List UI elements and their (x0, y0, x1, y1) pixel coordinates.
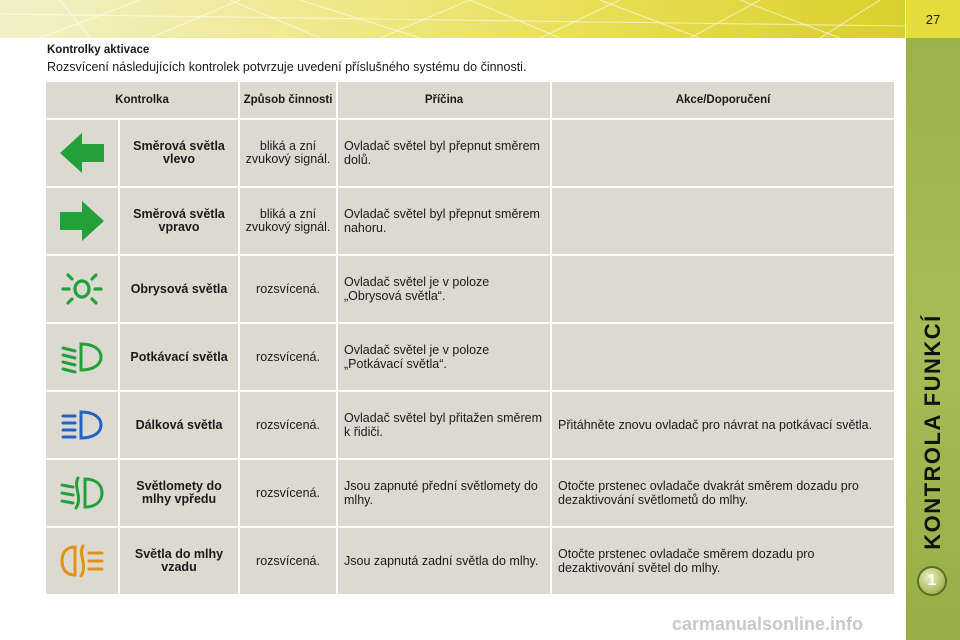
table-row (46, 528, 894, 594)
dipped-beam-icon (59, 340, 105, 374)
indicator-mode: bliká a zní zvukový signál. (240, 120, 336, 186)
indicator-action (552, 188, 894, 254)
position-lights-icon (59, 266, 105, 312)
indicator-name: Směrová světla vlevo (120, 120, 238, 186)
indicator-cause: Ovladač světel je v poloze „Obrysová světla“. (338, 256, 550, 322)
indicator-mode: rozsvícená. (240, 256, 336, 322)
header-cause: Příčina (338, 82, 550, 118)
table-header-row (46, 82, 894, 118)
indicator-cause: Ovladač světel byl přepnut směrem nahoru. (338, 188, 550, 254)
table-row (46, 188, 894, 254)
indicator-mode: rozsvícená. (240, 460, 336, 526)
arrow-left-icon (58, 131, 106, 175)
chapter-badge: 1 (917, 566, 947, 596)
table-row (46, 256, 894, 322)
indicator-mode: rozsvícená. (240, 392, 336, 458)
indicator-cause: Jsou zapnuté přední světlomety do mlhy. (338, 460, 550, 526)
section-intro: Rozsvícení následujících kontrolek potvrzuje uvedení příslušného systému do činnosti. (47, 60, 527, 74)
top-banner (0, 0, 905, 38)
table-row (46, 392, 894, 458)
section-title: Kontrolky aktivace (47, 44, 150, 56)
indicator-cause: Ovladač světel byl přitažen směrem k řidiči. (338, 392, 550, 458)
indicator-cause: Jsou zapnutá zadní světla do mlhy. (338, 528, 550, 594)
table-row (46, 460, 894, 526)
indicator-action: Přitáhněte znovu ovladač pro návrat na potkávací světla. (552, 392, 894, 458)
indicator-cause: Ovladač světel je v poloze „Potkávací světla“. (338, 324, 550, 390)
indicator-action (552, 324, 894, 390)
indicator-cause: Ovladač světel byl přepnut směrem dolů. (338, 120, 550, 186)
indicator-action: Otočte prstenec ovladače směrem dozadu pro dezaktivování světel do mlhy. (552, 528, 894, 594)
chapter-title: KONTROLA FUNKCÍ (920, 314, 945, 550)
indicator-action: Otočte prstenec ovladače dvakrát směrem dozadu pro dezaktivování světlometů do mlhy. (552, 460, 894, 526)
page-number: 27 (906, 0, 960, 38)
arrow-right-icon (58, 199, 106, 243)
indicator-name: Světlomety do mlhy vpředu (120, 460, 238, 526)
front-fog-icon (59, 475, 105, 511)
main-beam-icon (59, 408, 105, 442)
indicator-name: Obrysová světla (120, 256, 238, 322)
indicator-name: Směrová světla vpravo (120, 188, 238, 254)
watermark: carmanualsonline.info (672, 614, 864, 634)
indicator-name: Potkávací světla (120, 324, 238, 390)
header-action: Akce/Doporučení (552, 82, 894, 118)
header-mode: Způsob činnosti (240, 82, 336, 118)
indicator-action (552, 256, 894, 322)
indicator-name: Dálková světla (120, 392, 238, 458)
table-row (46, 120, 894, 186)
indicator-mode: rozsvícená. (240, 528, 336, 594)
indicator-name: Světla do mlhy vzadu (120, 528, 238, 594)
header-indicator: Kontrolka (46, 82, 238, 118)
table-row (46, 324, 894, 390)
indicator-mode: rozsvícená. (240, 324, 336, 390)
rear-fog-icon (59, 543, 105, 579)
indicator-table (44, 80, 896, 596)
indicator-action (552, 120, 894, 186)
indicator-mode: bliká a zní zvukový signál. (240, 188, 336, 254)
